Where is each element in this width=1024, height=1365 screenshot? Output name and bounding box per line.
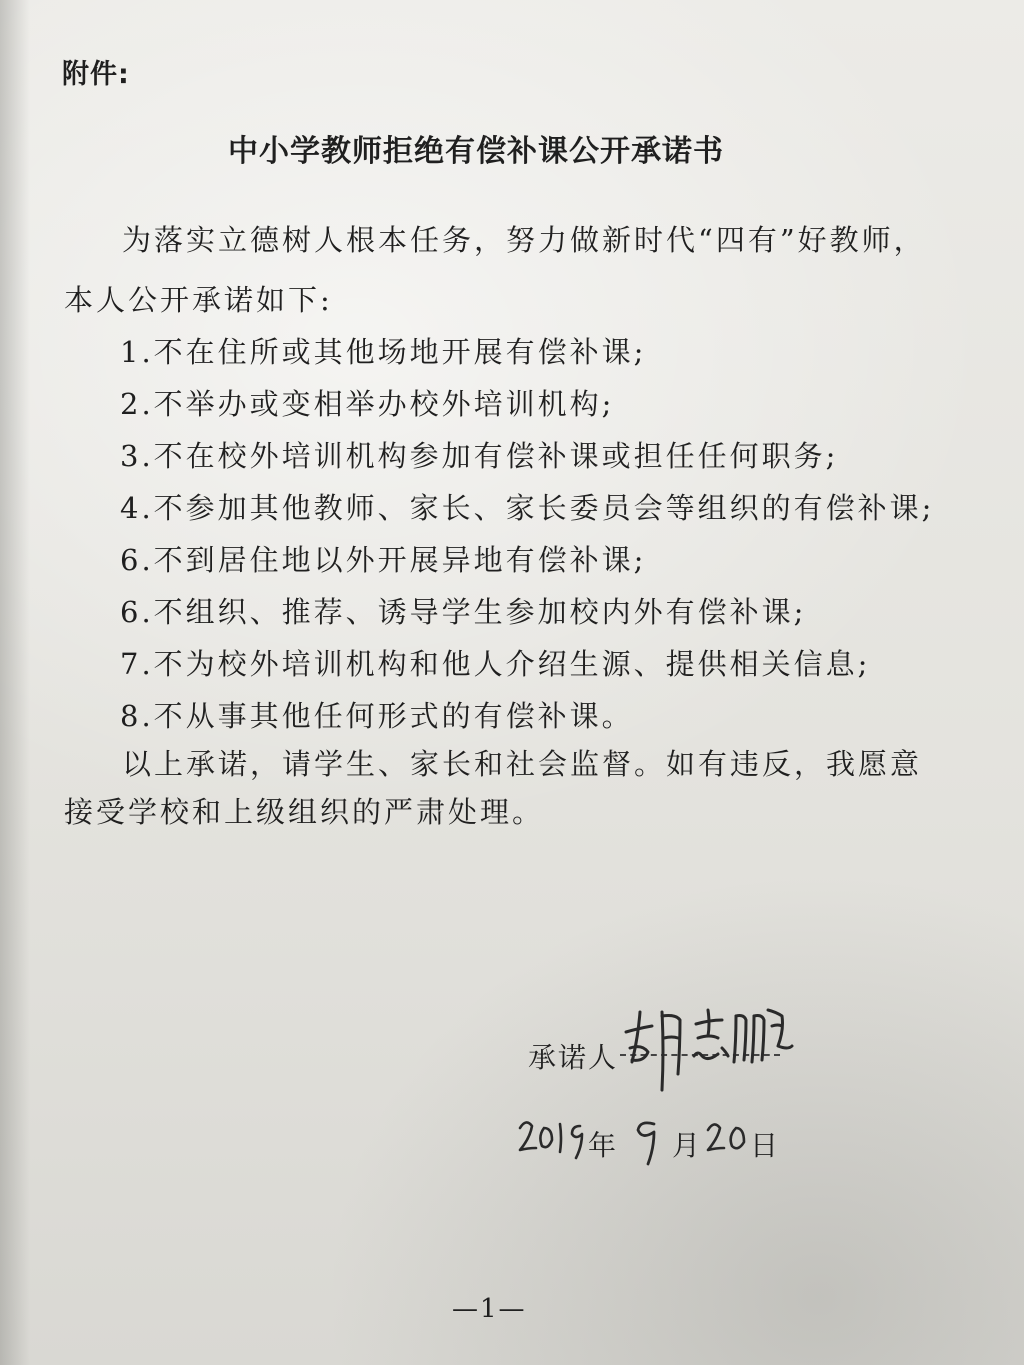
commitment-item: 6.不到居住地以外开展异地有偿补课; (120, 543, 647, 577)
commitment-item: 4.不参加其他教师、家长、家长委员会等组织的有偿补课; (120, 491, 935, 525)
commitment-item: 1.不在住所或其他场地开展有偿补课; (120, 335, 647, 369)
handwritten-year (518, 1112, 590, 1162)
commitment-item: 6.不组织、推荐、诱导学生参加校内外有偿补课; (120, 595, 807, 629)
intro-line-2: 本人公开承诺如下: (64, 283, 333, 317)
handwritten-month (630, 1112, 666, 1168)
attachment-label: 附件: (62, 59, 130, 90)
commitment-item: 8.不从事其他任何形式的有偿补课。 (120, 699, 634, 733)
date-month-unit: 月 (672, 1129, 701, 1162)
closing-line-2: 接受学校和上级组织的严肃处理。 (64, 795, 545, 829)
document-title: 中小学教师拒绝有偿补课公开承诺书 (228, 134, 724, 169)
page-number: —1— (452, 1294, 527, 1324)
closing-line-1: 以上承诺，请学生、家长和社会监督。如有违反，我愿意 (122, 747, 923, 781)
handwritten-signature (618, 990, 798, 1100)
commitment-item: 2.不举办或变相举办校外培训机构; (120, 387, 615, 421)
promisor-label: 承诺人 (528, 1041, 619, 1074)
date-year-unit: 年 (588, 1129, 617, 1162)
commitment-item: 3.不在校外培训机构参加有偿补课或担任任何职务; (120, 439, 839, 473)
commitment-item: 7.不为校外培训机构和他人介绍生源、提供相关信息; (120, 647, 871, 681)
handwritten-day (706, 1116, 752, 1162)
date-day-unit: 日 (750, 1129, 779, 1162)
intro-line-1: 为落实立德树人根本任务，努力做新时代“四有”好教师， (122, 223, 926, 257)
